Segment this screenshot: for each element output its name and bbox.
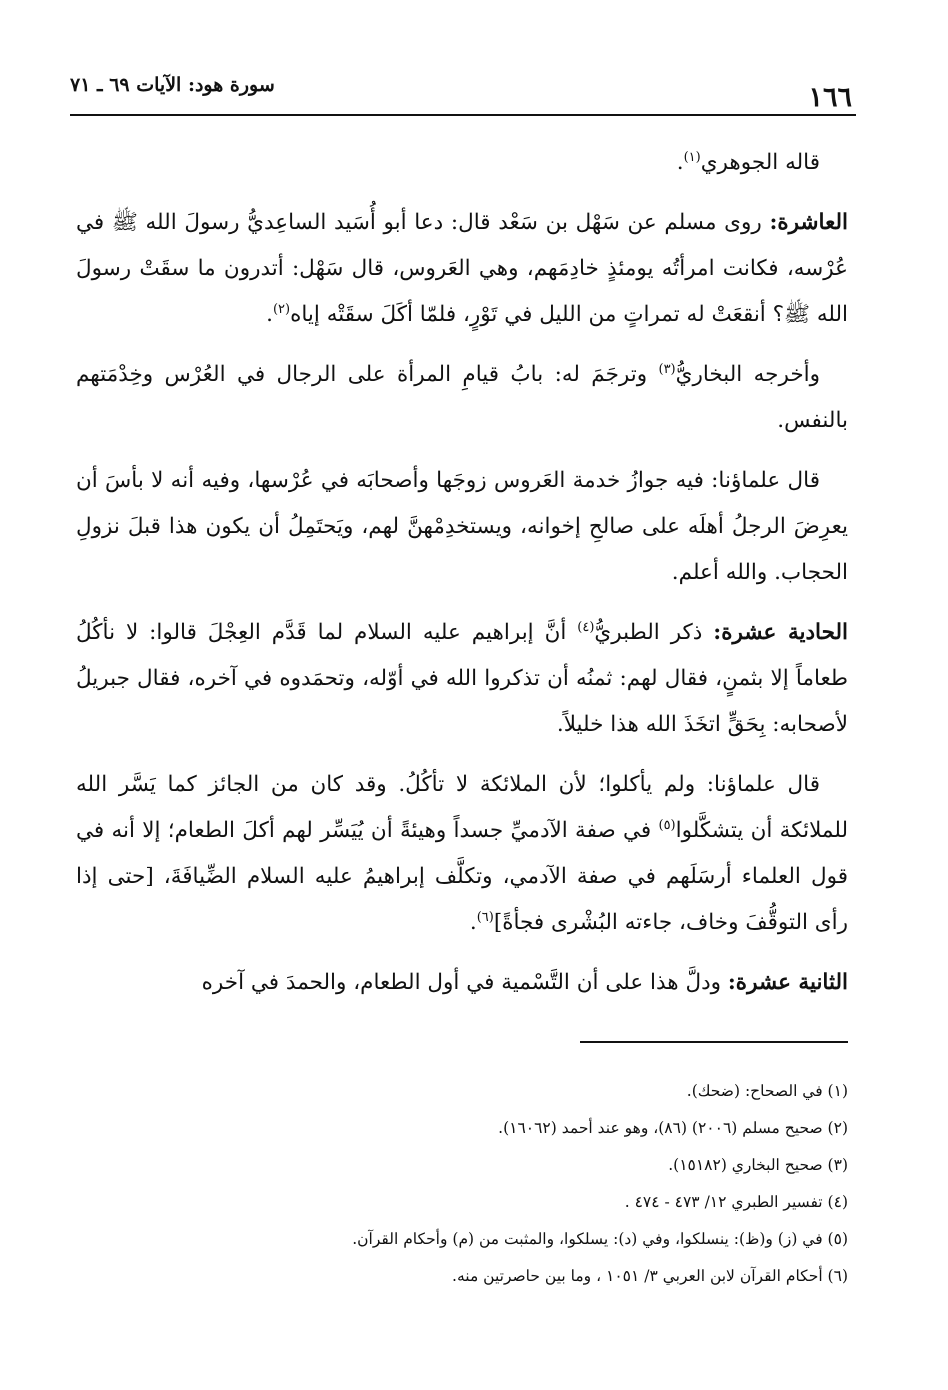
- paragraph-text: ودلَّ هذا على أن التَّسْمية في أول الطعام، والحمدَ في آخره: [201, 970, 728, 995]
- paragraph-text: ذكر الطبريُّ: [594, 620, 714, 645]
- footnote-ref-2[interactable]: (٢): [272, 301, 291, 317]
- paragraph-tail: في صفة الآدميِّ جسداً وهيئةً أن يُيَسِّر لهم أكلَ الطعام؛ إلا أنه في قول العلماء أرسَلَهم في صفة الآدمي، وتكلَّف إبراهيمُ عليه السلام الضِّيافَةَ، [حتى إذا رأى التوقُّفَ وخاف، جاءته البُشْرى فجأةً]: [76, 818, 848, 935]
- paragraph-tail: وترجَمَ له: بابُ قيامِ المرأة على الرجال في العُرْس وخِدْمَتهم بالنفس.: [76, 362, 848, 433]
- footnote-5: (٥) في (ز) و(ظ): ينسلكوا، وفي (د): يسلكوا، والمثبت من (م) وأحكام القرآن.: [352, 1230, 848, 1248]
- footnote-ref-4[interactable]: (٤): [577, 619, 595, 635]
- paragraph-end: .: [469, 910, 477, 935]
- running-title: سورة هود: الآيات ٦٩ ـ ٧١: [70, 74, 275, 96]
- section-heading-tenth: العاشرة:: [769, 210, 848, 235]
- footnote-ref-3[interactable]: (٣): [658, 361, 676, 377]
- footnotes: [288, 1073, 848, 1295]
- paragraph-bukhari: [76, 352, 848, 444]
- paragraph-scholars-2: [76, 762, 848, 946]
- footnote-2: (٢) صحيح مسلم (٢٠٠٦) (٨٦)، وهو عند أحمد (١٦٠٦٢).: [498, 1119, 848, 1137]
- paragraph-1: [76, 140, 848, 186]
- paragraph-scholars-1: [76, 458, 848, 596]
- paragraph-tail: .: [266, 302, 273, 327]
- page-number: ١٦٦: [808, 82, 852, 113]
- footnote-1: (١) في الصحاح: (ضحك).: [686, 1082, 848, 1100]
- paragraph-tail: أنَّ إبراهيم عليه السلام لما قَدَّم العِجْلَ قالوا: لا نأكُلُ طعاماً إلا بثمنٍ، فقال لهم: ثمنُه أن تذكروا الله في أوّله، وتحمَدوه في آخره، فقال جبريلُ لأصحابه: بِحَقٍّ اتخَذَ الله هذا خليلاً.: [76, 620, 848, 737]
- paragraph-text: قال علماؤنا: ولم يأكلوا؛ لأن الملائكة لا تأكُلُ. وقد كان من الجائز كما يَسَّر الله للملائكة أن يتشكَّلوا: [76, 772, 848, 843]
- section-heading-twelfth: الثانية عشرة:: [727, 970, 848, 995]
- footnote-6: (٦) أحكام القرآن لابن العربي ٣/ ١٠٥١ ، وما بين حاصرتين منه.: [452, 1267, 848, 1285]
- paragraph-tail: .: [676, 150, 684, 175]
- footnote-ref-6[interactable]: (٦): [476, 909, 494, 925]
- paragraph-text: روى مسلم عن سَهْل بن سَعْد قال: دعا أبو أُسَيد الساعِديُّ رسولَ الله ﷺ في عُرْسه، فكانت امرأتُه يومئذٍ خادِمَهم، وهي العَروس، قال سَهْل: أتدرون ما سقَتْ رسولَ الله ﷺ؟ أنقعَتْ له تمراتٍ من الليل في تَوْرٍ، فلمّا أكَلَ سقَتْه إياه: [76, 210, 848, 327]
- footnote-ref-5[interactable]: (٥): [658, 817, 676, 833]
- paragraph-text: قاله الجوهري: [700, 150, 820, 175]
- footnote-divider: [580, 1041, 848, 1043]
- paragraph-text: وأخرجه البخاريُّ: [675, 362, 820, 387]
- section-heading-eleventh: الحادية عشرة:: [713, 620, 848, 645]
- page-header: [70, 62, 856, 116]
- paragraph-12th: [76, 960, 848, 1006]
- paragraph-11th: [76, 610, 848, 748]
- footnote-3: (٣) صحيح البخاري (١٥١٨٢).: [668, 1156, 848, 1174]
- footnote-4: (٤) تفسير الطبري ١٢/ ٤٧٣ - ٤٧٤ .: [624, 1193, 848, 1211]
- footnote-ref-1[interactable]: (١): [683, 149, 701, 165]
- paragraph-10th: [76, 200, 848, 338]
- main-text: [76, 140, 848, 1020]
- paragraph-text: قال علماؤنا: فيه جوازُ خدمة العَروس زوجَها وأصحابَه في عُرْسها، وفيه أنه لا بأسَ أن يعرِضَ الرجلُ أهلَه على صالحِ إخوانه، ويستخدِمْهنَّ لهم، ويَحتَمِلُ أن يكون هذا قبلَ نزولِ الحجاب. والله أعلم.: [76, 468, 848, 585]
